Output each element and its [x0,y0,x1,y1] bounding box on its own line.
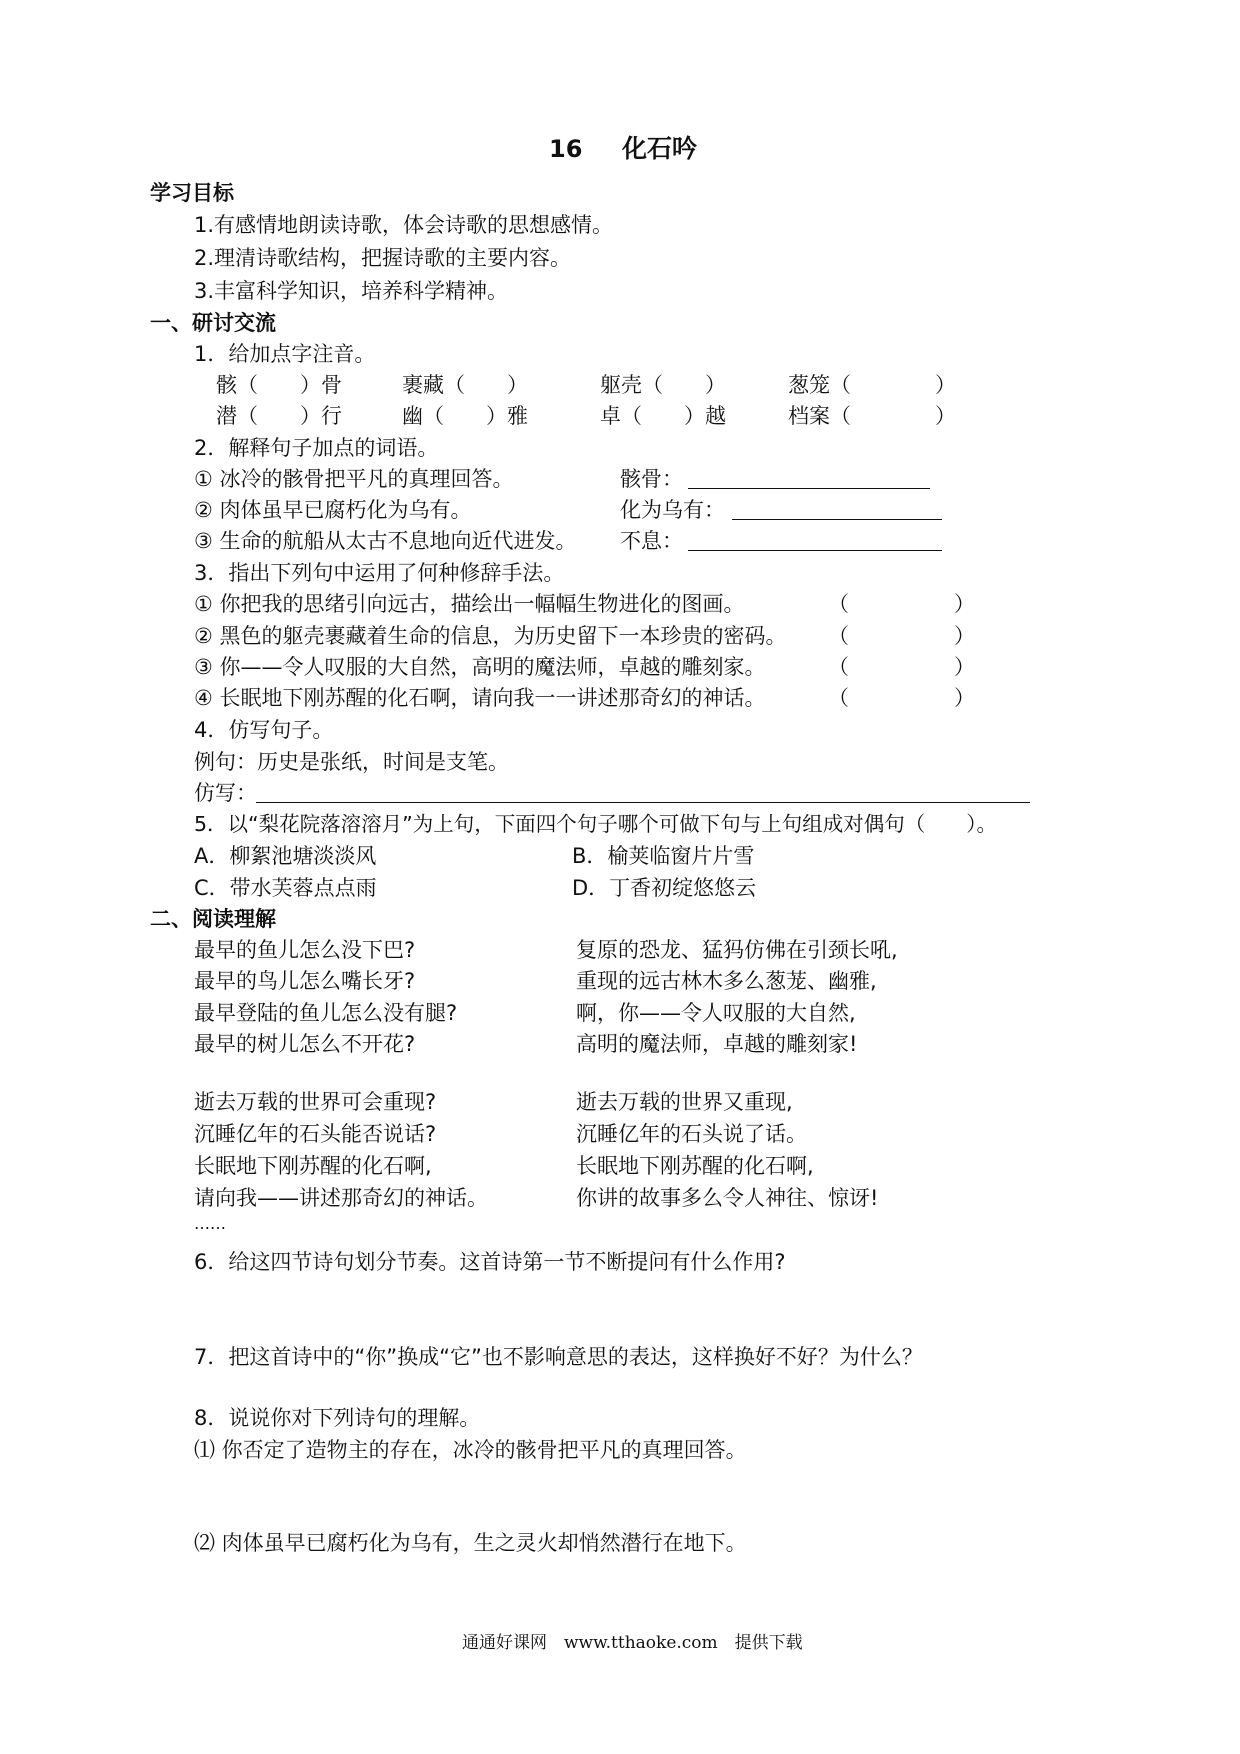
q1-prompt: 1．给加点字注音。 [194,342,376,366]
q1-item: 档案（ ） [788,404,956,428]
poem-line: 请向我——讲述那奇幻的神话。 [194,1186,488,1210]
q1-item: 骸（ ）骨 [216,373,342,397]
q3-prompt: 3．指出下列句中运用了何种修辞手法。 [194,561,565,585]
q1-item: 躯壳（ ） [600,373,726,397]
q8-prompt: 8．说说你对下列诗句的理解。 [194,1406,481,1430]
lesson-number: 16 [549,135,583,163]
q3-item: ② 黑色的躯壳裹藏着生命的信息，为历史留下一本珍贵的密码。 [194,624,787,648]
q2-term: 化为乌有： [620,498,725,522]
q2-term: 骸骨： [620,467,683,491]
q3-item: ③ 你——令人叹服的大自然，高明的魔法师，卓越的雕刻家。 [194,655,766,679]
objective-item: 2.理清诗歌结构，把握诗歌的主要内容。 [194,246,572,270]
poem-ellipsis: …… [194,1214,226,1233]
q5-prompt: 5．以“梨花院落溶溶月”为上句，下面四个句子哪个可做下句与上句组成对偶句（ ）。 [194,812,998,836]
q1-item: 卓（ ）越 [600,404,726,428]
poem-line: 最早的鸟儿怎么嘴长牙? [194,969,416,993]
q5-option: A．柳絮池塘淡淡风 [194,844,377,868]
q4-example: 例句：历史是张纸，时间是支笔。 [194,750,509,774]
poem-line: 长眠地下刚苏醒的化石啊, [194,1154,432,1178]
answer-line[interactable] [256,802,1030,803]
q1-item: 幽（ ）雅 [402,404,528,428]
answer-paren[interactable]: （ ） [828,655,975,679]
q8-item: ⑴ 你否定了造物主的存在，冰冷的骸骨把平凡的真理回答。 [194,1438,747,1462]
poem-line: 重现的远古林木多么葱茏、幽雅, [576,969,877,993]
poem-line: 复原的恐龙、猛犸仿佛在引颈长吼, [576,938,898,962]
answer-line[interactable] [688,488,930,489]
q2-prompt: 2．解释句子加点的词语。 [194,436,439,460]
poem-line: 长眠地下刚苏醒的化石啊, [576,1154,814,1178]
poem-line: 逝去万载的世界可会重现? [194,1090,437,1114]
q5-option: D．丁香初绽悠悠云 [572,876,757,900]
poem-line: 沉睡亿年的石头说了话。 [576,1122,807,1146]
objective-item: 3.丰富科学知识，培养科学精神。 [194,279,509,303]
objective-item: 1.有感情地朗读诗歌，体会诗歌的思想感情。 [194,213,614,237]
answer-paren[interactable]: （ ） [828,592,975,616]
q3-item: ① 你把我的思绪引向远古，描绘出一幅幅生物进化的图画。 [194,592,745,616]
q2-sentence: ③ 生命的航船从太古不息地向近代进发。 [194,529,577,553]
lesson-title: 化石吟 [622,134,698,163]
q8-item: ⑵ 肉体虽早已腐朽化为乌有，生之灵火却悄然潜行在地下。 [194,1531,747,1555]
q5-option: B．榆荚临窗片片雪 [572,844,755,868]
q1-item: 葱笼（ ） [788,373,956,397]
q2-term: 不息： [620,529,683,553]
q5-option: C．带水芙蓉点点雨 [194,876,377,900]
answer-line[interactable] [732,519,942,520]
answer-paren[interactable]: （ ） [828,624,975,648]
poem-line: 啊，你——令人叹服的大自然, [576,1001,856,1025]
q3-item: ④ 长眠地下刚苏醒的化石啊，请向我一一讲述那奇幻的神话。 [194,686,766,710]
answer-paren[interactable]: （ ） [828,686,975,710]
poem-line: 你讲的故事多么令人神往、惊讶! [576,1186,879,1210]
q1-item: 潜（ ）行 [216,404,342,428]
objectives-heading: 学习目标 [150,181,234,205]
section1-heading: 一、研讨交流 [150,311,276,335]
q2-sentence: ① 冰冷的骸骨把平凡的真理回答。 [194,467,514,491]
q7-prompt: 7．把这首诗中的“你”换成“它”也不影响意思的表达，这样换好不好？为什么？ [194,1345,923,1369]
q4-prompt: 4．仿写句子。 [194,718,334,742]
q6-prompt: 6．给这四节诗句划分节奏。这首诗第一节不断提问有什么作用? [194,1250,786,1274]
poem-line: 最早的树儿怎么不开花? [194,1032,416,1056]
q4-imitate-label: 仿写： [194,781,257,805]
poem-line: 逝去万载的世界又重现, [576,1090,793,1114]
poem-line: 高明的魔法师，卓越的雕刻家! [576,1032,858,1056]
q1-item: 裹藏（ ） [402,373,528,397]
poem-line: 最早登陆的鱼儿怎么没有腿? [194,1001,458,1025]
footer-text: 通通好课网 www.tthaoke.com 提供下载 [462,1633,803,1653]
poem-line: 沉睡亿年的石头能否说话? [194,1122,437,1146]
poem-line: 最早的鱼儿怎么没下巴? [194,938,416,962]
q2-sentence: ② 肉体虽早已腐朽化为乌有。 [194,498,472,522]
section2-heading: 二、阅读理解 [150,907,276,931]
answer-line[interactable] [688,550,942,551]
